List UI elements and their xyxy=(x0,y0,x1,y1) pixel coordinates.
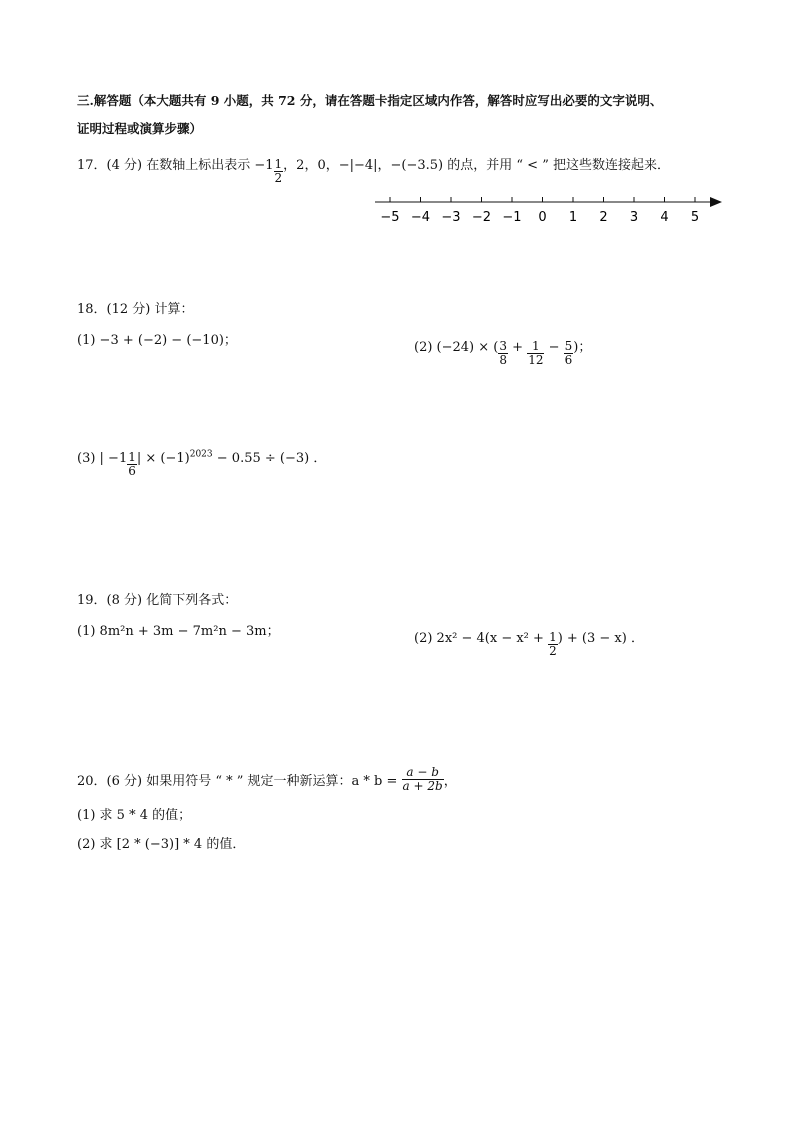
q18-p2-frac3 xyxy=(564,340,574,367)
number-line xyxy=(370,190,730,230)
number-line-label: 3 xyxy=(629,210,639,225)
question-19-title: 19．(8 分) 化简下列各式： xyxy=(77,593,238,608)
q18-p2-op2: − xyxy=(548,340,560,355)
q19-part1: (1) 8m²n + 3m − 7m²n − 3m； xyxy=(77,624,280,639)
q18-p2-frac2 xyxy=(527,340,544,367)
q18-p3-frac xyxy=(127,451,137,478)
q18-p3-frac-den: 6 xyxy=(128,464,136,478)
number-line-label: 1 xyxy=(568,210,578,225)
q20-fraction xyxy=(402,766,444,793)
q18-p2-f1-den: 8 xyxy=(499,353,507,367)
number-line-label: −4 xyxy=(410,210,431,225)
q20-frac-num: a − b xyxy=(406,765,439,779)
q18-p2-end: )； xyxy=(573,340,592,355)
q18-p2-f3-num: 5 xyxy=(564,339,573,353)
section-heading-line2: 证明过程或演算步骤） xyxy=(77,121,203,136)
number-line-arrow-icon xyxy=(710,197,722,207)
q17-fraction xyxy=(274,158,284,185)
q19-p2-end: ) + (3 − x) ． xyxy=(557,631,644,646)
number-line-label: 0 xyxy=(538,210,547,225)
q18-p2-f2-num: 1 xyxy=(532,339,540,353)
q20-part2: (2) 求 [2 * (−3)] * 4 的值． xyxy=(77,837,246,852)
q19-part2 xyxy=(414,625,644,658)
q18-p3-frac-num: 1 xyxy=(128,450,136,464)
number-line-label: −2 xyxy=(471,210,492,225)
q18-p2-f3-den: 6 xyxy=(564,353,573,367)
q20-part1: (1) 求 5 * 4 的值； xyxy=(77,808,192,823)
q18-p2-label: (2) (−24) × ( xyxy=(414,340,499,355)
q18-p2-f1-num: 3 xyxy=(499,339,507,353)
q19-p2-frac-num: 1 xyxy=(549,630,557,644)
q17-prefix: 17．(4 分) 在数轴上标出表示 −1 xyxy=(77,158,274,173)
q18-part2 xyxy=(414,334,592,367)
number-line-label: 2 xyxy=(599,210,608,225)
q20-frac-den: a + 2b xyxy=(402,779,443,793)
q19-p2-frac-den: 2 xyxy=(549,644,557,658)
question-17 xyxy=(77,152,670,185)
section-heading-line1: 三.解答题（本大题共有 9 小题，共 72 分，请在答题卡指定区域内作答，解答时应写出必要的文字说明、 xyxy=(77,93,663,108)
q17-suffix: ，2，0，−|−4|，−(−3.5) 的点，并用 “ < ” 把这些数连接起来． xyxy=(283,158,670,173)
number-line-label: −1 xyxy=(502,210,522,225)
number-line-label: −3 xyxy=(441,210,461,225)
q20-title-text: 20．(6 分) 如果用符号 “ * ” 规定一种新运算：a * b = xyxy=(77,774,398,789)
number-line-label: −5 xyxy=(380,210,400,225)
q19-p2-frac xyxy=(548,631,558,658)
question-18-title: 18．(12 分) 计算： xyxy=(77,302,194,317)
q17-frac-den: 2 xyxy=(274,171,283,185)
q18-p2-op1: + xyxy=(512,340,524,355)
q18-p3-label: (3) | −1 xyxy=(77,451,128,466)
question-20-title xyxy=(77,765,457,795)
q18-part3 xyxy=(77,445,327,478)
q18-p2-f2-den: 12 xyxy=(528,353,544,367)
q18-part1: (1) −3 + (−2) − (−10)； xyxy=(77,333,237,348)
q18-p3-exponent: 2023 xyxy=(189,449,213,460)
number-line-label: 4 xyxy=(660,210,669,225)
q17-frac-num: 1 xyxy=(274,157,283,171)
q18-p3-mid: | × (−1) xyxy=(136,451,190,466)
q18-p3-end: − 0.55 ÷ (−3) ． xyxy=(212,451,327,466)
q19-p2-label: (2) 2x² − 4(x − x² + xyxy=(414,631,549,646)
q20-comma: ， xyxy=(443,774,457,789)
number-line-label: 5 xyxy=(690,210,700,225)
q18-p2-frac1 xyxy=(498,340,508,367)
